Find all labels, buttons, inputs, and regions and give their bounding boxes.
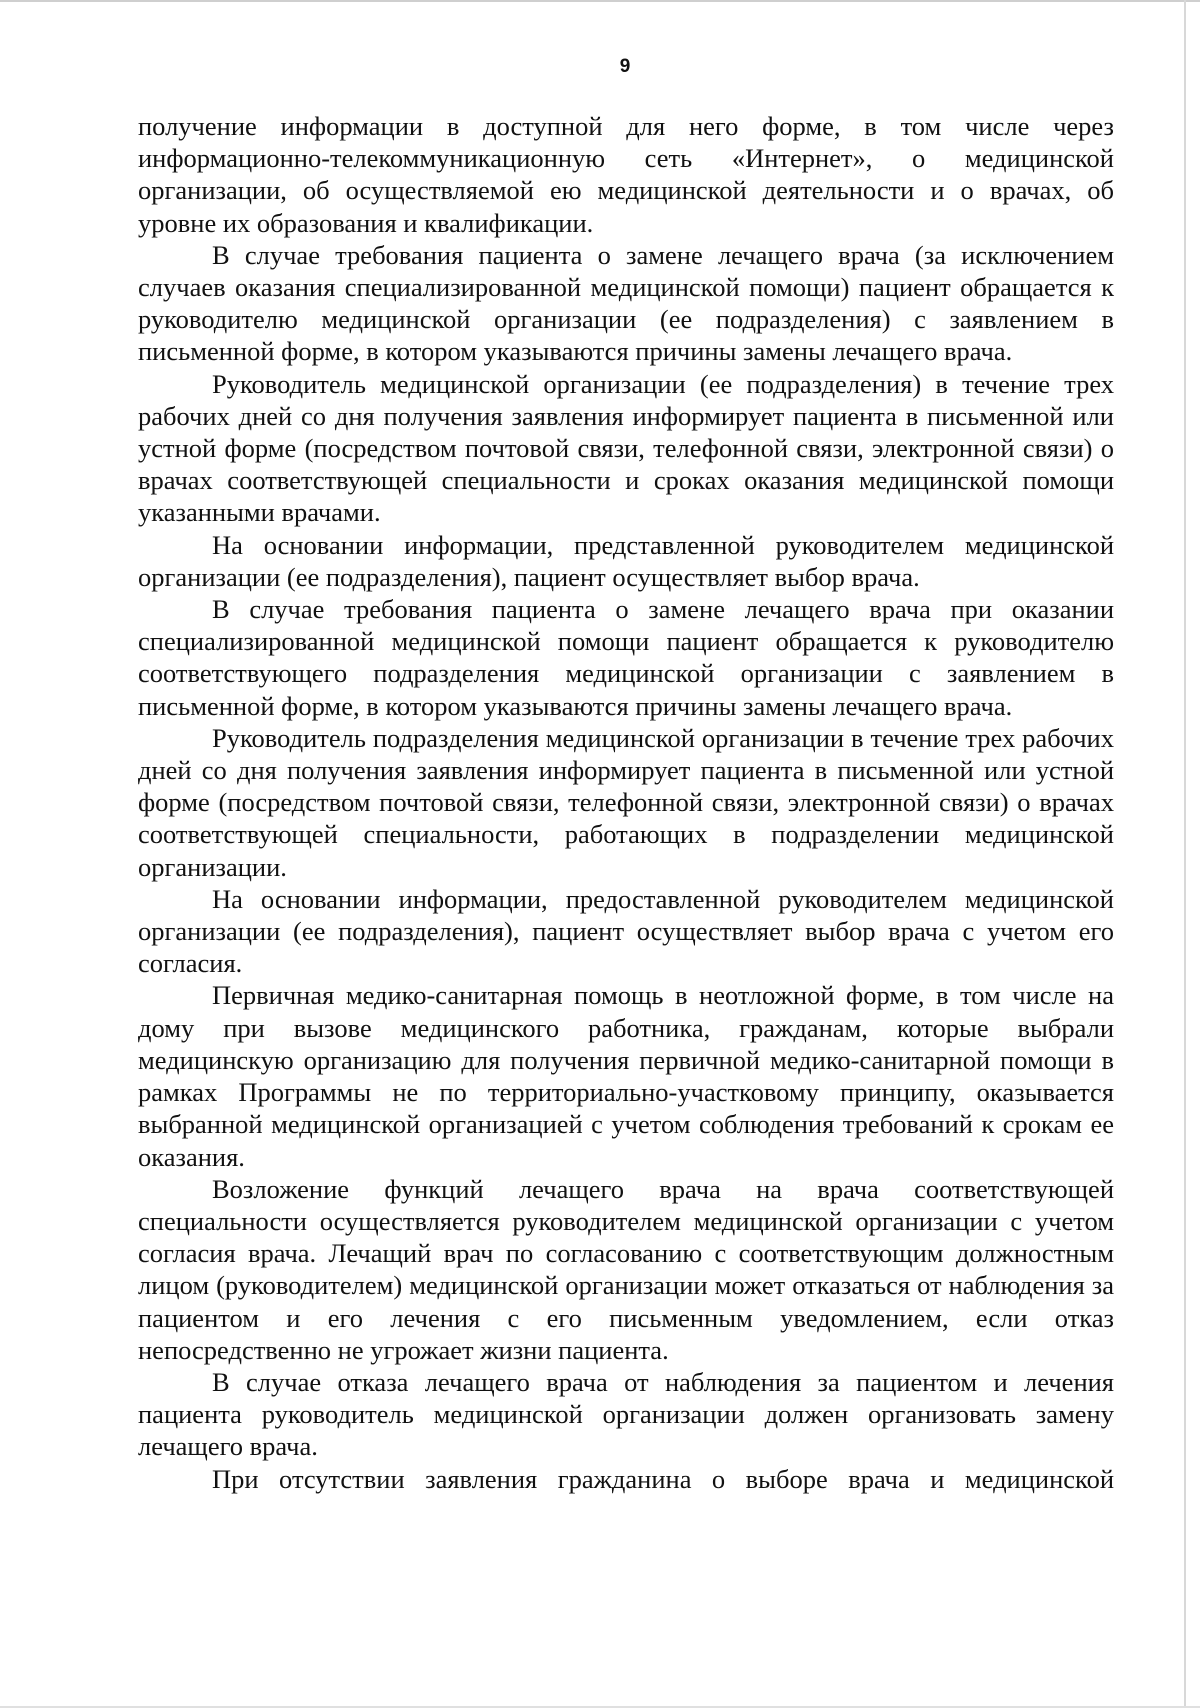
scan-edge-top	[0, 0, 1200, 2]
paragraph-11: При отсутствии заявления гражданина о выборе врача и медицинской	[212, 1463, 1114, 1494]
page-number: 9	[619, 56, 631, 77]
paragraph-6: Руководитель подразделения медицинской организации в течение трех рабочих дней со дня получения заявления информирует пациента в письменной или устной форме (посредством почтовой связи, телефонной связи, электронной связи) о врачах соответствующей специальности, работающих в подразделении медицинской организации.	[138, 722, 1114, 882]
scan-edge-right	[1184, 0, 1186, 1708]
paragraph-5: В случае требования пациента о замене лечащего врача при оказании специализированной медицинской помощи пациент обращается к руководителю соответствующего подразделения медицинской организации с заявлением в письменной форме, в котором указываются причины замены лечащего врача.	[138, 594, 1114, 721]
paragraph-4: На основании информации, представленной руководителем медицинской организации (ее подразделения), пациент осуществляет выбор врача.	[138, 529, 1114, 592]
paragraph-3: Руководитель медицинской организации (ее подразделения) в течение трех рабочих дней со дня получения заявления информирует пациента в письменной или устной форме (посредством почтовой связи, телефонной связи, электронной связи) о врачах соответствующей специальности и сроках оказания медицинской помощи указанными врачами.	[138, 368, 1114, 528]
paragraph-7: На основании информации, предоставленной руководителем медицинской организации (ее подразделения), пациент осуществляет выбор врача с учетом его согласия.	[138, 883, 1114, 979]
document-body	[138, 110, 1114, 1495]
paragraph-8: Первичная медико-санитарная помощь в неотложной форме, в том числе на дому при вызове медицинского работника, гражданам, которые выбрали медицинскую организацию для получения первичной медико-санитарной помощи в рамках Программы не по территориально-участковому принципу, оказывается выбранной медицинской организацией с учетом соблюдения требований к срокам ее оказания.	[138, 980, 1114, 1172]
paragraph-9: Возложение функций лечащего врача на врача соответствующей специальности осуществляется руководителем медицинской организации с учетом согласия врача. Лечащий врач по согласованию с соответствующим должностным лицом (руководителем) медицинской организации может отказаться от наблюдения за пациентом и его лечения с его письменным уведомлением, если отказ непосредственно не угрожает жизни пациента.	[138, 1173, 1114, 1365]
paragraph-1: получение информации в доступной для него форме, в том числе через информационно-телекоммуникационную сеть «Интернет», о медицинской организации, об осуществляемой ею медицинской деятельности и о врачах, об уровне их образования и квалификации.	[138, 111, 1114, 238]
paragraph-2: В случае требования пациента о замене лечащего врача (за исключением случаев оказания специализированной медицинской помощи) пациент обращается к руководителю медицинской организации (ее подразделения) с заявлением в письменной форме, в котором указываются причины замены лечащего врача.	[138, 239, 1114, 367]
paragraph-10: В случае отказа лечащего врача от наблюдения за пациентом и лечения пациента руководитель медицинской организации должен организовать замену лечащего врача.	[138, 1366, 1114, 1462]
